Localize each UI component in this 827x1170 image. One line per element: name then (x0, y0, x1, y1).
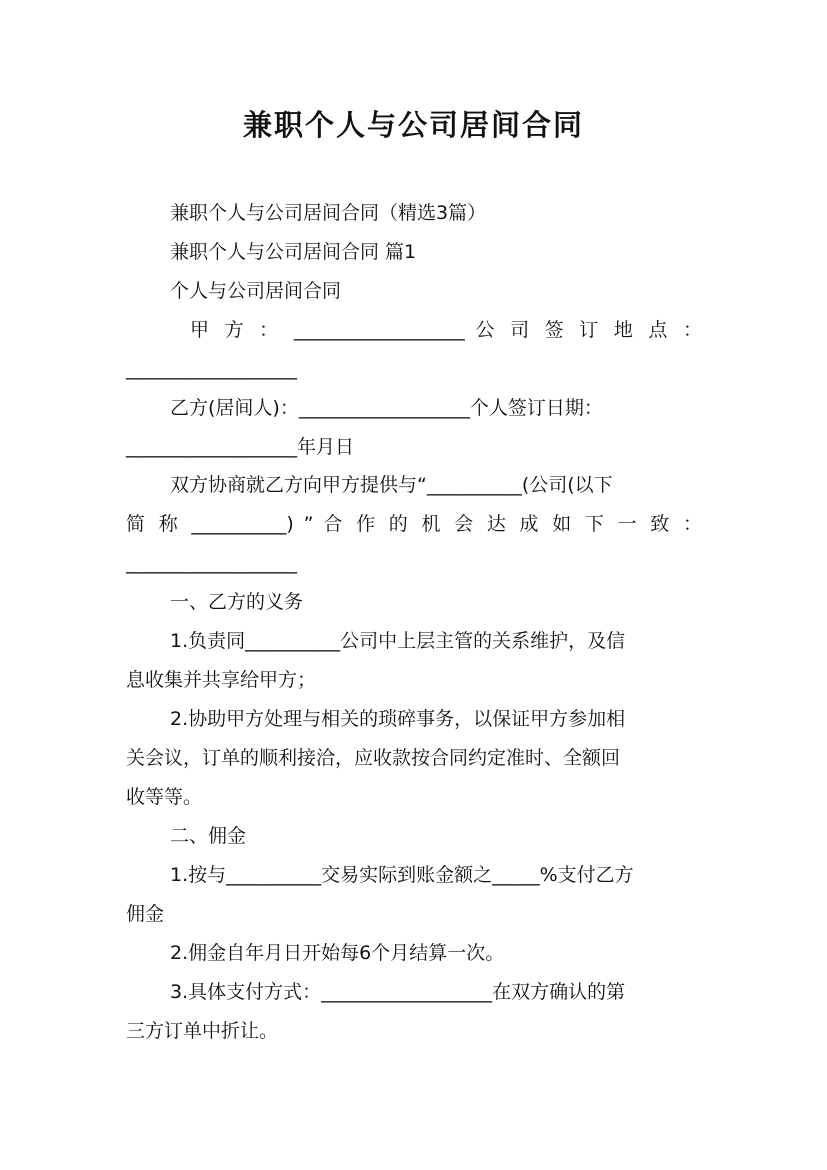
text-line: 1.按与__________交易实际到账金额之_____%支付乙方 (170, 864, 634, 886)
text-line: 息收集并共享给甲方； (126, 669, 317, 691)
text-line: 个人与公司居间合同 (170, 280, 342, 302)
text-line: 佣金 (126, 903, 165, 925)
section-heading: 一、乙方的义务 (170, 591, 304, 613)
text-line: 3.具体支付方式：__________________在双方确认的第 (170, 981, 626, 1003)
text-line: __________________ (126, 552, 297, 574)
text-line: 三方订单中折让。 (126, 1020, 279, 1042)
section-heading: 二、佣金 (170, 825, 247, 847)
text-line: 2.协助甲方处理与相关的琐碎事务，以保证甲方参加相 (170, 708, 626, 730)
text-line: 1.负责同__________公司中上层主管的关系维护，及信 (170, 630, 626, 652)
text-line: __________________年月日 (126, 436, 355, 458)
text-line: 甲 方 ： __________________ 公 司 签 订 地 点 ： (190, 319, 702, 341)
text-line: __________________ (126, 358, 297, 380)
text-line: 乙方(居间人)：__________________个人签订日期： (170, 397, 603, 419)
text-line: 兼职个人与公司居间合同（精选3篇） (170, 202, 487, 224)
text-line: 关会议，订单的顺利接洽，应收款按合同约定准时、全额回 (126, 747, 621, 769)
text-line: 简 称 __________) ” 合 作 的 机 会 达 成 如 下 一 致 ： (126, 513, 702, 535)
document-title: 兼职个人与公司居间合同 (242, 108, 584, 142)
text-line: 2.佣金自年月日开始每6个月结算一次。 (170, 942, 505, 964)
text-line: 双方协商就乙方向甲方提供与“__________(公司(以下 (170, 474, 613, 496)
text-line: 兼职个人与公司居间合同 篇1 (170, 241, 417, 263)
text-line: 收等等。 (126, 786, 203, 808)
